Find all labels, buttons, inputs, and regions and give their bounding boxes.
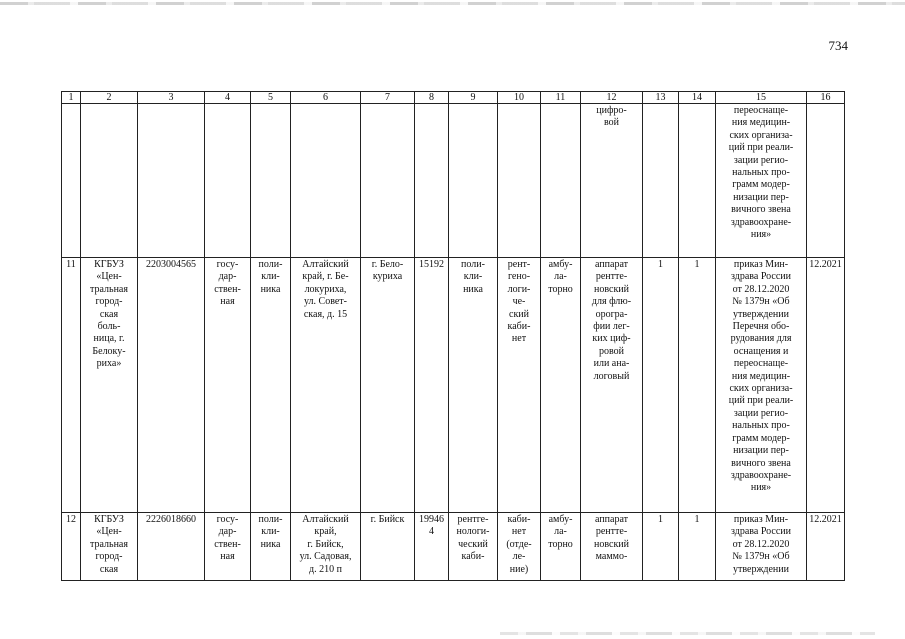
table-cell <box>449 104 498 258</box>
table-cell: 12 <box>62 513 81 581</box>
table-cell: 1 <box>643 513 679 581</box>
table-cell: каби- нет (отде- ле- ние) <box>498 513 541 581</box>
table-cell <box>205 104 251 258</box>
scan-artifact-top <box>0 2 905 5</box>
table-cell: 12.2021 <box>807 258 845 513</box>
page-number: 734 <box>828 38 848 53</box>
header-cell: 15 <box>716 92 807 104</box>
header-cell: 16 <box>807 92 845 104</box>
table-cell: цифро- вой <box>581 104 643 258</box>
table-cell: 1 <box>679 258 716 513</box>
table-cell: амбу- ла- торно <box>541 258 581 513</box>
table-cell: 11 <box>62 258 81 513</box>
table-cell <box>81 104 138 258</box>
table-cell: 2226018660 <box>138 513 205 581</box>
header-cell: 7 <box>361 92 415 104</box>
table-row-11 <box>62 258 845 513</box>
equipment-table <box>61 91 845 581</box>
table-cell <box>251 104 291 258</box>
table-cell: аппарат рентте- новский маммо- <box>581 513 643 581</box>
header-cell: 10 <box>498 92 541 104</box>
table-cell <box>291 104 361 258</box>
table-cell: амбу- ла- торно <box>541 513 581 581</box>
table-cell: 1 <box>679 513 716 581</box>
header-cell: 1 <box>62 92 81 104</box>
table-cell <box>679 104 716 258</box>
table-cell <box>415 104 449 258</box>
header-row <box>62 92 845 104</box>
header-cell: 3 <box>138 92 205 104</box>
table-cell: аппарат рентте- новский для флю- орогра- фии лег- ких циф- ровой или ана- логовый <box>581 258 643 513</box>
table-cell <box>498 104 541 258</box>
table-cell: 2203004565 <box>138 258 205 513</box>
table-cell <box>361 104 415 258</box>
table-cell: приказ Мин- здрава России от 28.12.2020 № 1379н «Об утверждении Перечня обо- рудования для оснащения и переоснаще- ния медицин- ских организа- ций при реали- зации регио- нальных про- грамм модер- низации пер- вичного звена здравоохране- ния» <box>716 258 807 513</box>
table-row-continuation <box>62 104 845 258</box>
header-cell: 2 <box>81 92 138 104</box>
table-cell <box>138 104 205 258</box>
table-cell: рент- гено- логи- че- ский каби- нет <box>498 258 541 513</box>
table-cell: КГБУЗ «Цен- тральная город- ская боль- ница, г. Белоку- риха» <box>81 258 138 513</box>
table-cell <box>62 104 81 258</box>
table-cell <box>643 104 679 258</box>
table-cell: г. Бело- куриха <box>361 258 415 513</box>
table-cell: 12.2021 <box>807 513 845 581</box>
header-cell: 12 <box>581 92 643 104</box>
header-cell: 9 <box>449 92 498 104</box>
header-cell: 14 <box>679 92 716 104</box>
table-cell: переоснаще- ния медицин- ских организа- ций при реали- зации регио- нальных про- грамм модер- низации пер- вичного звена здравоохране- ния» <box>716 104 807 258</box>
header-cell: 5 <box>251 92 291 104</box>
table-cell: 19946 4 <box>415 513 449 581</box>
table-cell: Алтайский край, г. Бе- локуриха, ул. Совет- ская, д. 15 <box>291 258 361 513</box>
table-cell: госу- дар- ствен- ная <box>205 513 251 581</box>
table-cell: 15192 <box>415 258 449 513</box>
table-row-12 <box>62 513 845 581</box>
table-cell: Алтайский край, г. Бийск, ул. Садовая, д. 210 п <box>291 513 361 581</box>
table-cell <box>541 104 581 258</box>
header-cell: 4 <box>205 92 251 104</box>
table-cell: поли- кли- ника <box>251 513 291 581</box>
table-cell: поли- кли- ника <box>449 258 498 513</box>
table-cell: госу- дар- ствен- ная <box>205 258 251 513</box>
table-cell: 1 <box>643 258 679 513</box>
header-cell: 13 <box>643 92 679 104</box>
scan-artifact-bottom <box>500 632 875 635</box>
header-cell: 6 <box>291 92 361 104</box>
table-cell: приказ Мин- здрава России от 28.12.2020 № 1379н «Об утверждении <box>716 513 807 581</box>
table-cell: рентге- нологи- ческий каби- <box>449 513 498 581</box>
table-cell <box>807 104 845 258</box>
table-cell: г. Бийск <box>361 513 415 581</box>
table-cell: поли- кли- ника <box>251 258 291 513</box>
header-cell: 8 <box>415 92 449 104</box>
table-cell: КГБУЗ «Цен- тральная город- ская <box>81 513 138 581</box>
header-cell: 11 <box>541 92 581 104</box>
